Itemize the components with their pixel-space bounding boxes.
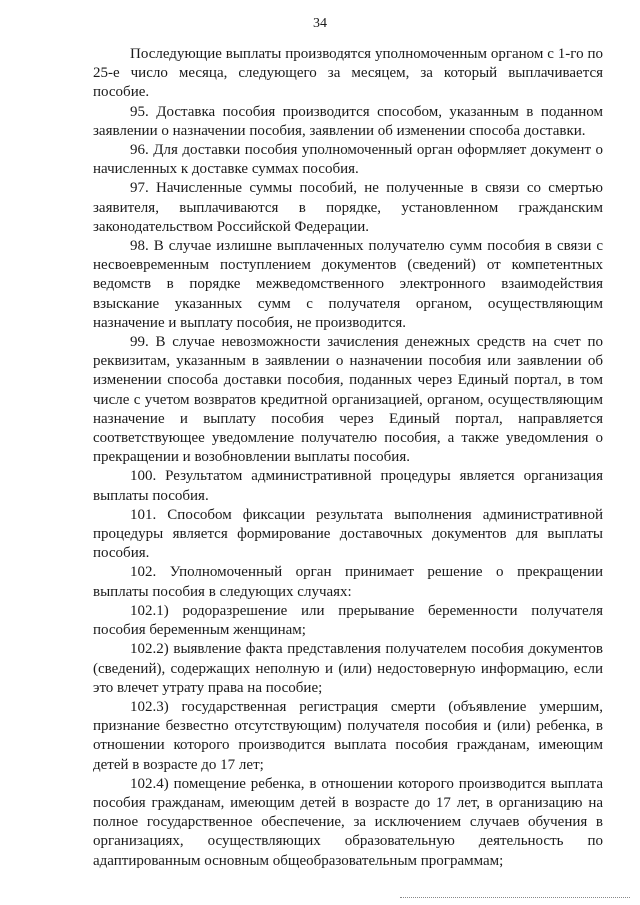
paragraph-102-1: 102.1) родоразрешение или прерывание беременности получателя пособия беременным женщинам; <box>93 602 603 639</box>
paragraph-102-2: 102.2) выявление факта представления получателем пособия документов (сведений), содержащих неполную и (или) недостоверную информацию, если это влечет утрату права на пособие; <box>93 641 603 696</box>
paragraph-96: 96. Для доставки пособия уполномоченный орган оформляет документ о начисленных к доставке суммах пособия. <box>93 142 603 178</box>
paragraph-100: 100. Результатом административной процедуры является организация выплаты пособия. <box>93 468 603 504</box>
page-number: 34 <box>313 16 327 31</box>
paragraph-payment-schedule: Последующие выплаты производятся уполномоченным органом с 1-го по 25-е число месяца, следующего за месяцем, за который выплачивается пособие. <box>93 46 603 101</box>
paragraph-101: 101. Способом фиксации результата выполнения административной процедуры является формирование доставочных документов для выплаты пособия. <box>93 506 603 562</box>
paragraph-102-4: 102.4) помещение ребенка, в отношении которого производится выплата пособия гражданам, имеющим детей в возрасте до 17 лет, в организацию на полное государственное обеспечение, за исключением случаев обучения в организациях, осуществляющих образовательную деятельность по адаптированным основным общеобразовательным программам; <box>93 775 603 869</box>
paragraph-95: 95. Доставка пособия производится способом, указанным в поданном заявлении о назначении пособия, заявлении об изменении способа доставки. <box>93 103 603 139</box>
document-body <box>93 45 603 871</box>
paragraph-98: 98. В случае излишне выплаченных получателю сумм пособия в связи с несвоевременным поступлением документов (сведений) от компетентных ведомств в порядке межведомственного электронного взаимодействия взыскание указанных сумм с получателя органом, осуществляющим назначение и выплату пособия, не производится. <box>93 238 603 331</box>
paragraph-102: 102. Уполномоченный орган принимает решение о прекращении выплаты пособия в следующих случаях: <box>93 564 603 600</box>
footer-divider <box>400 897 630 898</box>
paragraph-102-3: 102.3) государственная регистрация смерти (объявление умершим, признание безвестно отсутствующим) получателя пособия и (или) ребенка, в отношении которого производится выплата пособия гражданам, имеющим детей в возрасте до 17 лет; <box>93 698 603 773</box>
paragraph-99: 99. В случае невозможности зачисления денежных средств на счет по реквизитам, указанным в заявлении о назначении пособия или заявлении об изменении способа доставки пособия, поданных через Единый портал, в том числе с учетом возвратов кредитной организацией, органом, осуществляющим назначение и выплату пособия через Единый портал, направляется соответствующее уведомление получателю пособия, а также уведомления о прекращении и возобновлении выплаты пособия. <box>93 334 603 466</box>
paragraph-97: 97. Начисленные суммы пособий, не полученные в связи со смертью заявителя, выплачиваются в порядке, установленном гражданским законодательством Российской Федерации. <box>93 180 603 235</box>
